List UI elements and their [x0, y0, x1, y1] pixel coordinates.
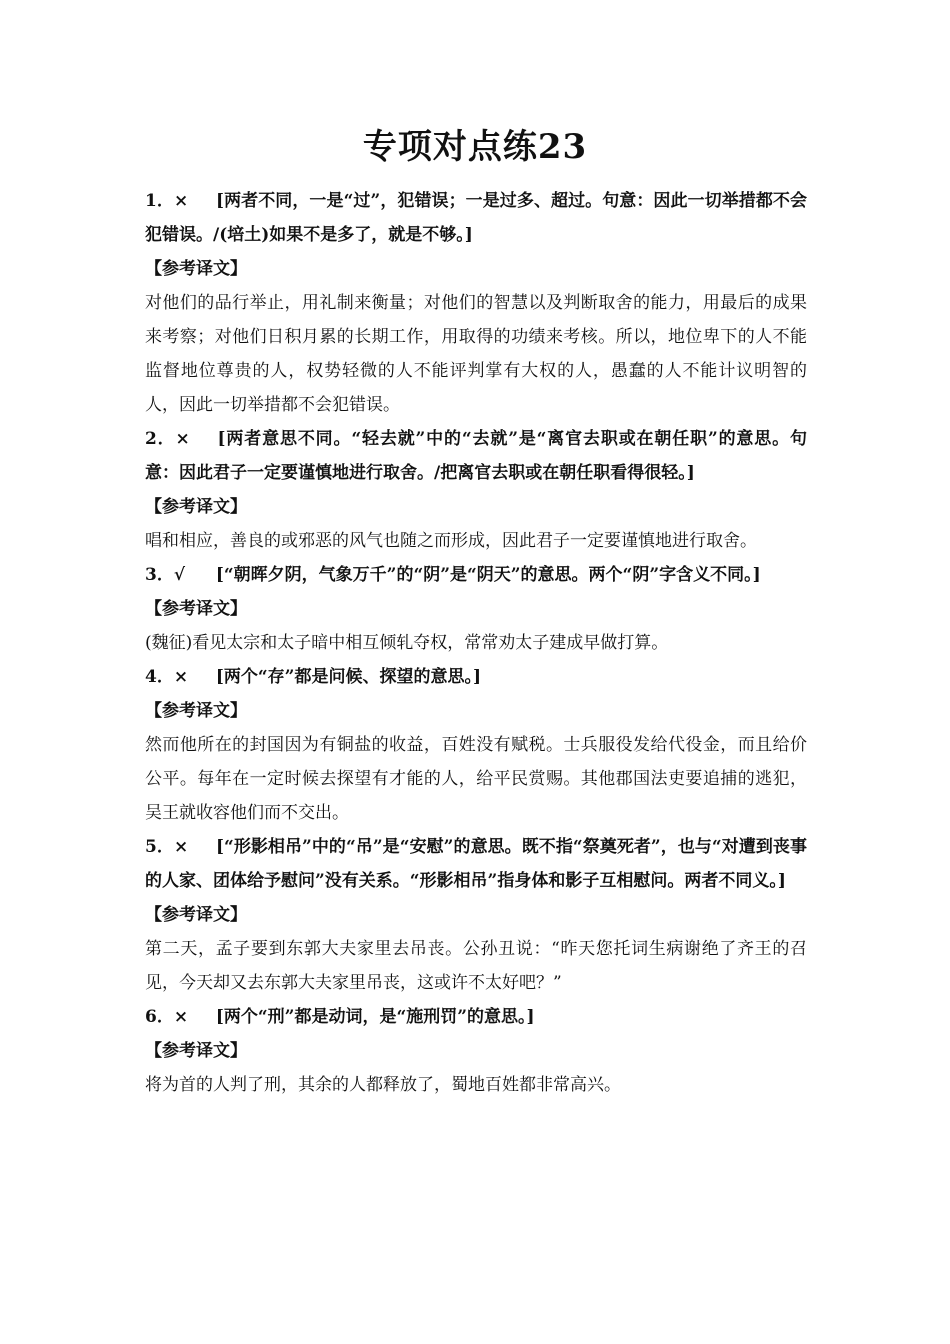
reference-translation: 对他们的品行举止，用礼制来衡量；对他们的智慧以及判断取舍的能力，用最后的成果来考察；对他们日积月累的长期工作，用取得的功绩来考核。所以，地位卑下的人不能监督地位尊贵的人，权势轻微的人不能评判掌有大权的人，愚蠢的人不能计议明智的人，因此一切举措都不会犯错误。 [145, 293, 807, 415]
judgement-mark: × [173, 191, 189, 211]
reference-translation-heading: 【参考译文】 [145, 905, 247, 925]
reference-translation-heading: 【参考译文】 [145, 701, 247, 721]
answer-note: [两个“存”都是问候、探望的意思。] [215, 667, 481, 687]
reference-translation: (魏征)看见太宗和太子暗中相互倾轧夺权，常常劝太子建成早做打算。 [145, 633, 669, 653]
reference-translation: 将为首的人判了刑，其余的人都释放了，蜀地百姓都非常高兴。 [145, 1075, 621, 1095]
reference-translation-heading: 【参考译文】 [145, 1041, 247, 1061]
answer-item-2 [145, 422, 807, 490]
judgement-mark: × [173, 1007, 189, 1027]
reference-translation-heading: 【参考译文】 [145, 497, 247, 517]
answer-item-1 [145, 184, 807, 252]
item-number: 6． [145, 1007, 174, 1027]
answer-note: [两个“刑”都是动词，是“施刑罚”的意思。] [215, 1007, 535, 1027]
reference-translation-heading: 【参考译文】 [145, 259, 247, 279]
reference-translation: 然而他所在的封国因为有铜盐的收益，百姓没有赋税。士兵服役发给代役金，而且给价公平。每年在一定时候去探望有才能的人，给平民赏赐。其他郡国法吏要追捕的逃犯，吴王就收容他们而不交出。 [145, 735, 807, 823]
judgement-mark: × [173, 837, 189, 857]
reference-translation-heading: 【参考译文】 [145, 599, 247, 619]
reference-translation: 唱和相应，善良的或邪恶的风气也随之而形成，因此君子一定要谨慎地进行取舍。 [145, 531, 757, 551]
judgement-mark: √ [173, 565, 186, 585]
judgement-mark: × [173, 667, 189, 687]
judgement-mark: × [175, 429, 190, 449]
item-number: 5． [145, 837, 174, 857]
item-number: 4． [145, 667, 174, 687]
answer-note: [两者意思不同。“轻去就”中的“去就”是“离官去职或在朝任职”的意思。句意：因此君子一定要谨慎地进行取舍。/把离官去职或在朝任职看得很轻。] [145, 429, 807, 483]
item-number: 3． [145, 565, 174, 585]
answer-item-5 [145, 830, 807, 898]
answer-note: [“形影相吊”中的“吊”是“安慰”的意思。既不指“祭奠死者”，也与“对遭到丧事的人家、团体给予慰问”没有关系。“形影相吊”指身体和影子互相慰问。两者不同义。] [145, 837, 807, 891]
answer-note: [两者不同，一是“过”，犯错误；一是过多、超过。句意：因此一切举措都不会犯错误。/(培土)如果不是多了，就是不够。] [145, 191, 807, 245]
reference-translation: 第二天，孟子要到东郭大夫家里去吊丧。公孙丑说：“昨天您托词生病谢绝了齐王的召见，今天却又去东郭大夫家里吊丧，这或许不太好吧？” [145, 939, 807, 993]
answer-item-4 [145, 660, 807, 694]
answer-content [145, 184, 807, 1102]
page-title: 专项对点练23 [362, 127, 588, 167]
answer-item-6 [145, 1000, 807, 1034]
item-number: 2． [145, 429, 176, 449]
answer-note: [“朝晖夕阴，气象万千”的“阴”是“阴天”的意思。两个“阴”字含义不同。] [215, 565, 761, 585]
answer-item-3 [145, 558, 807, 592]
item-number: 1． [145, 191, 174, 211]
